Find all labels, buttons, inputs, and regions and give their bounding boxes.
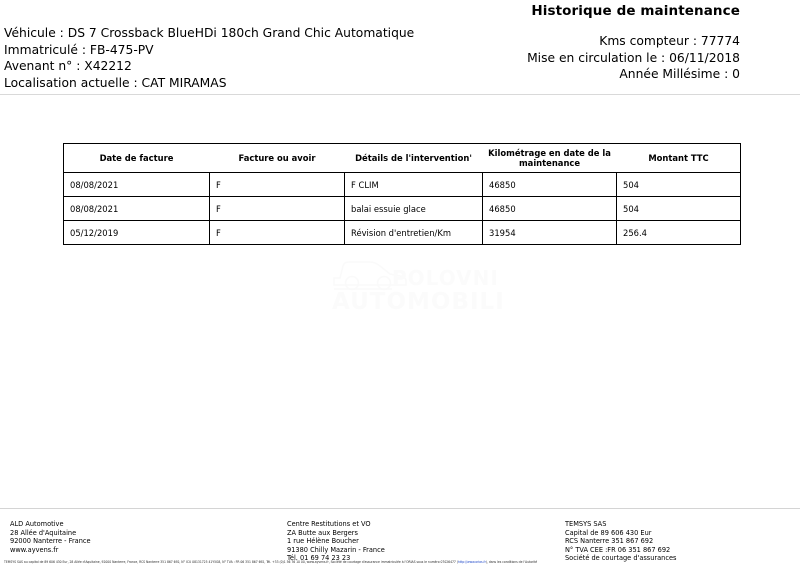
footer-legal-entity-block <box>565 520 676 563</box>
column-header-mileage: Kilométrage en date de la maintenance <box>483 144 617 173</box>
svg-text:POLOVNI: POLOVNI <box>392 266 499 290</box>
legal-text-prefix: TEMSYS SAS au capital de 89 606 430 Eur, 28 Allée d'Aquitaine, 92000 Nanterre, France, RCS Nanterre 351 867 692, N° ICU 08131725 41Y5G8, N° TVA : FR 06 351 867 692, Tél. +33 (0)1 56 76 10 00, www.ayvens.fr, Société de courtage d'assurance immatriculée à l'ORIAS sous le numéro 07026477 ( <box>4 560 458 564</box>
footer-company-city: 92000 Nanterre - France <box>10 537 91 546</box>
cell-invoice-type: F <box>210 221 345 245</box>
legal-text-suffix: ), dans les conditions de l'Autorité <box>485 560 538 564</box>
cell-amount: 504 <box>617 197 741 221</box>
cell-mileage: 46850 <box>483 173 617 197</box>
table-row <box>64 221 741 245</box>
header-divider <box>0 94 800 95</box>
vehicle-info-block <box>4 25 414 91</box>
maintenance-summary-block <box>527 3 740 83</box>
footer-entity-rcs: RCS Nanterre 351 867 692 <box>565 537 654 546</box>
svg-text:AUTOMOBILI: AUTOMOBILI <box>332 289 505 314</box>
column-header-invoice-type: Facture ou avoir <box>210 144 345 173</box>
cell-date: 08/08/2021 <box>64 173 210 197</box>
maintenance-history-table <box>63 143 741 245</box>
footer-company-name: ALD Automotive <box>10 520 64 528</box>
registration-line: Immatriculé : FB-475-PV <box>4 42 154 57</box>
amendment-line: Avenant n° : X42212 <box>4 59 132 73</box>
cell-invoice-type: F <box>210 173 345 197</box>
column-header-amount: Montant TTC <box>617 144 741 173</box>
footer-center-name: Centre Restitutions et VO <box>287 520 371 528</box>
table-header-row <box>64 144 741 173</box>
footer-company-block <box>10 520 91 554</box>
table-body <box>64 173 741 245</box>
footer-center-zone: ZA Butte aux Bergers <box>287 528 358 537</box>
footer-company-website[interactable]: www.ayvens.fr <box>10 545 59 554</box>
cell-details: balai essuie glace <box>345 197 483 221</box>
footer-entity-activity: Société de courtage d'assurances <box>565 554 677 563</box>
document-header <box>0 0 800 95</box>
table-row <box>64 197 741 221</box>
cell-details: F CLIM <box>345 173 483 197</box>
first-registration-line: Mise en circulation le : 06/11/2018 <box>527 50 740 65</box>
cell-date: 05/12/2019 <box>64 221 210 245</box>
cell-mileage: 46850 <box>483 197 617 221</box>
table-header <box>64 144 741 173</box>
watermark-logo-icon <box>330 252 515 314</box>
model-year-line: Année Millésime : 0 <box>619 67 740 81</box>
footer-center-city: 91380 Chilly Mazarin - France <box>287 545 385 554</box>
footer-center-block <box>287 520 385 563</box>
location-line: Localisation actuelle : CAT MIRAMAS <box>4 75 227 90</box>
footer-divider <box>0 508 800 509</box>
vehicle-line: Véhicule : DS 7 Crossback BlueHDi 180ch Grand Chic Automatique <box>4 26 415 40</box>
footer-legal-mentions <box>4 560 796 565</box>
cell-amount: 504 <box>617 173 741 197</box>
footer-center-street: 1 rue Hélène Boucher <box>287 537 359 546</box>
cell-details: Révision d'entretien/Km <box>345 221 483 245</box>
polovni-automobili-watermark <box>330 252 515 314</box>
footer-company-street: 28 Allée d'Aquitaine <box>10 528 77 537</box>
page-title: Historique de maintenance <box>531 3 740 19</box>
cell-invoice-type: F <box>210 197 345 221</box>
legal-orias-link[interactable]: http://www.orias.fr <box>457 560 486 564</box>
cell-amount: 256.4 <box>617 221 741 245</box>
column-header-date: Date de facture <box>64 144 210 173</box>
footer-entity-capital: Capital de 89 606 430 Eur <box>565 528 652 537</box>
odometer-line: Kms compteur : 77774 <box>599 34 740 48</box>
footer-entity-name: TEMSYS SAS <box>565 520 607 528</box>
footer-entity-vat: N° TVA CEE :FR 06 351 867 692 <box>565 545 671 554</box>
footer-center-phone: Tél. 01 69 74 23 23 <box>287 554 351 563</box>
column-header-details: Détails de l'intervention' <box>345 144 483 173</box>
cell-date: 08/08/2021 <box>64 197 210 221</box>
cell-mileage: 31954 <box>483 221 617 245</box>
table-row <box>64 173 741 197</box>
